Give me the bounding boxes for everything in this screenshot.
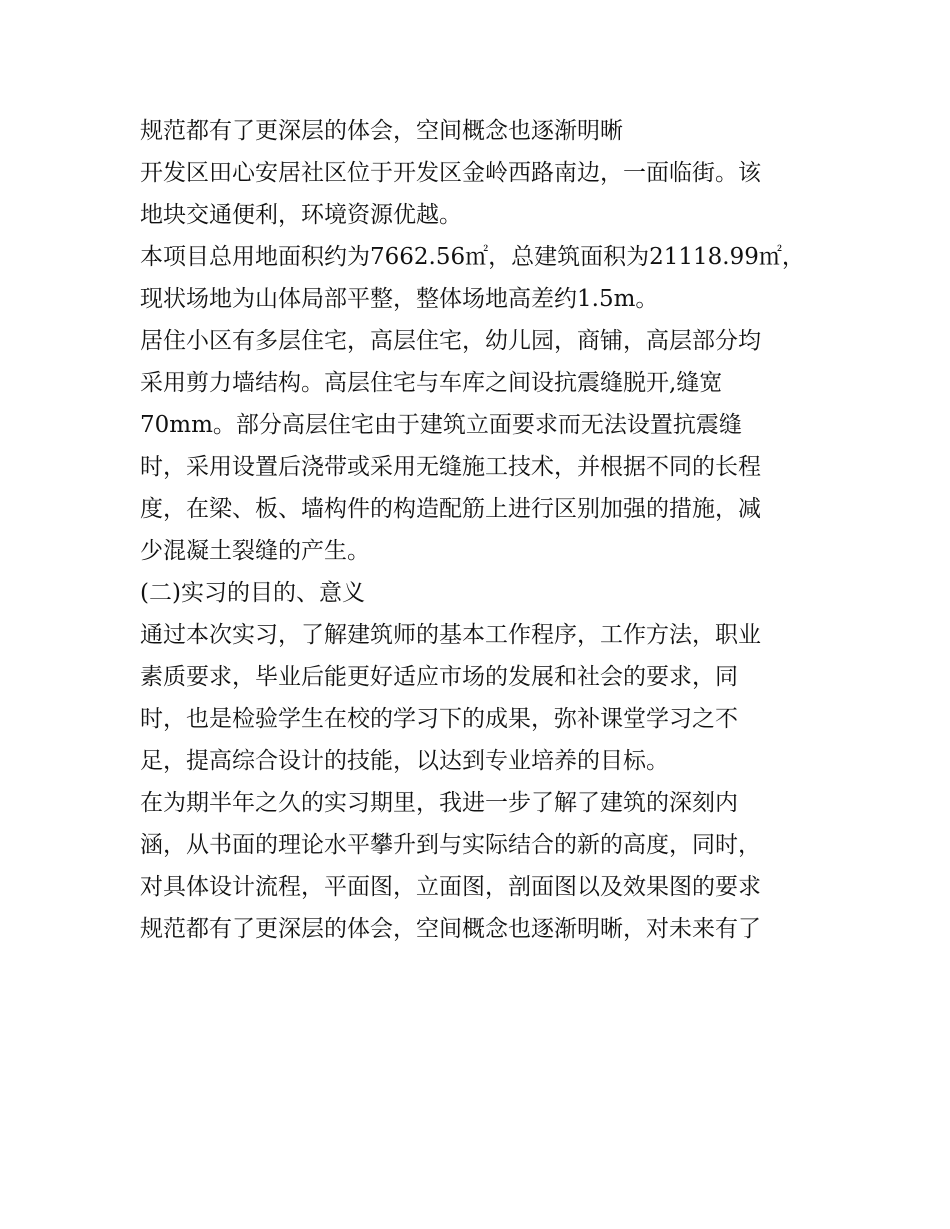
text-line-20: 规范都有了更深层的体会，空间概念也逐渐明晰，对未来有了	[140, 916, 761, 942]
text-line-10: 度，在梁、板、墙构件的构造配筋上进行区别加强的措施，减	[140, 496, 761, 522]
text-line-8: 70mm。部分高层住宅由于建筑立面要求而无法设置抗震缝	[140, 412, 742, 438]
text-line-13: 通过本次实习，了解建筑师的基本工作程序，工作方法，职业	[140, 622, 761, 648]
text-line-19: 对具体设计流程，平面图，立面图，剖面图以及效果图的要求	[140, 874, 761, 900]
text-line-17: 在为期半年之久的实习期里，我进一步了解了建筑的深刻内	[140, 790, 738, 816]
section-heading: (二)实习的目的、意义	[140, 580, 365, 606]
text-line-7: 采用剪力墙结构。高层住宅与车库之间设抗震缝脱开,缝宽	[140, 370, 723, 396]
text-line-4: 本项目总用地面积约为7662.56㎡，总建筑面积为21118.99㎡，	[140, 244, 805, 270]
text-line-1: 规范都有了更深层的体会，空间概念也逐渐明晰	[140, 118, 623, 144]
text-line-2: 开发区田心安居社区位于开发区金岭西路南边，一面临街。该	[140, 160, 761, 186]
text-line-5: 现状场地为山体局部平整，整体场地高差约1.5m。	[140, 286, 659, 312]
text-line-18: 涵，从书面的理论水平攀升到与实际结合的新的高度，同时，	[140, 832, 761, 858]
text-line-11: 少混凝土裂缝的产生。	[140, 538, 370, 564]
text-line-3: 地块交通便利，环境资源优越。	[140, 202, 462, 228]
text-line-6: 居住小区有多层住宅，高层住宅，幼儿园，商铺，高层部分均	[140, 328, 761, 354]
text-line-16: 足，提高综合设计的技能，以达到专业培养的目标。	[140, 748, 669, 774]
text-line-15: 时，也是检验学生在校的学习下的成果，弥补课堂学习之不	[140, 706, 738, 732]
text-line-9: 时，采用设置后浇带或采用无缝施工技术，并根据不同的长程	[140, 454, 761, 480]
text-line-14: 素质要求，毕业后能更好适应市场的发展和社会的要求，同	[140, 664, 738, 690]
body-text	[140, 110, 820, 950]
